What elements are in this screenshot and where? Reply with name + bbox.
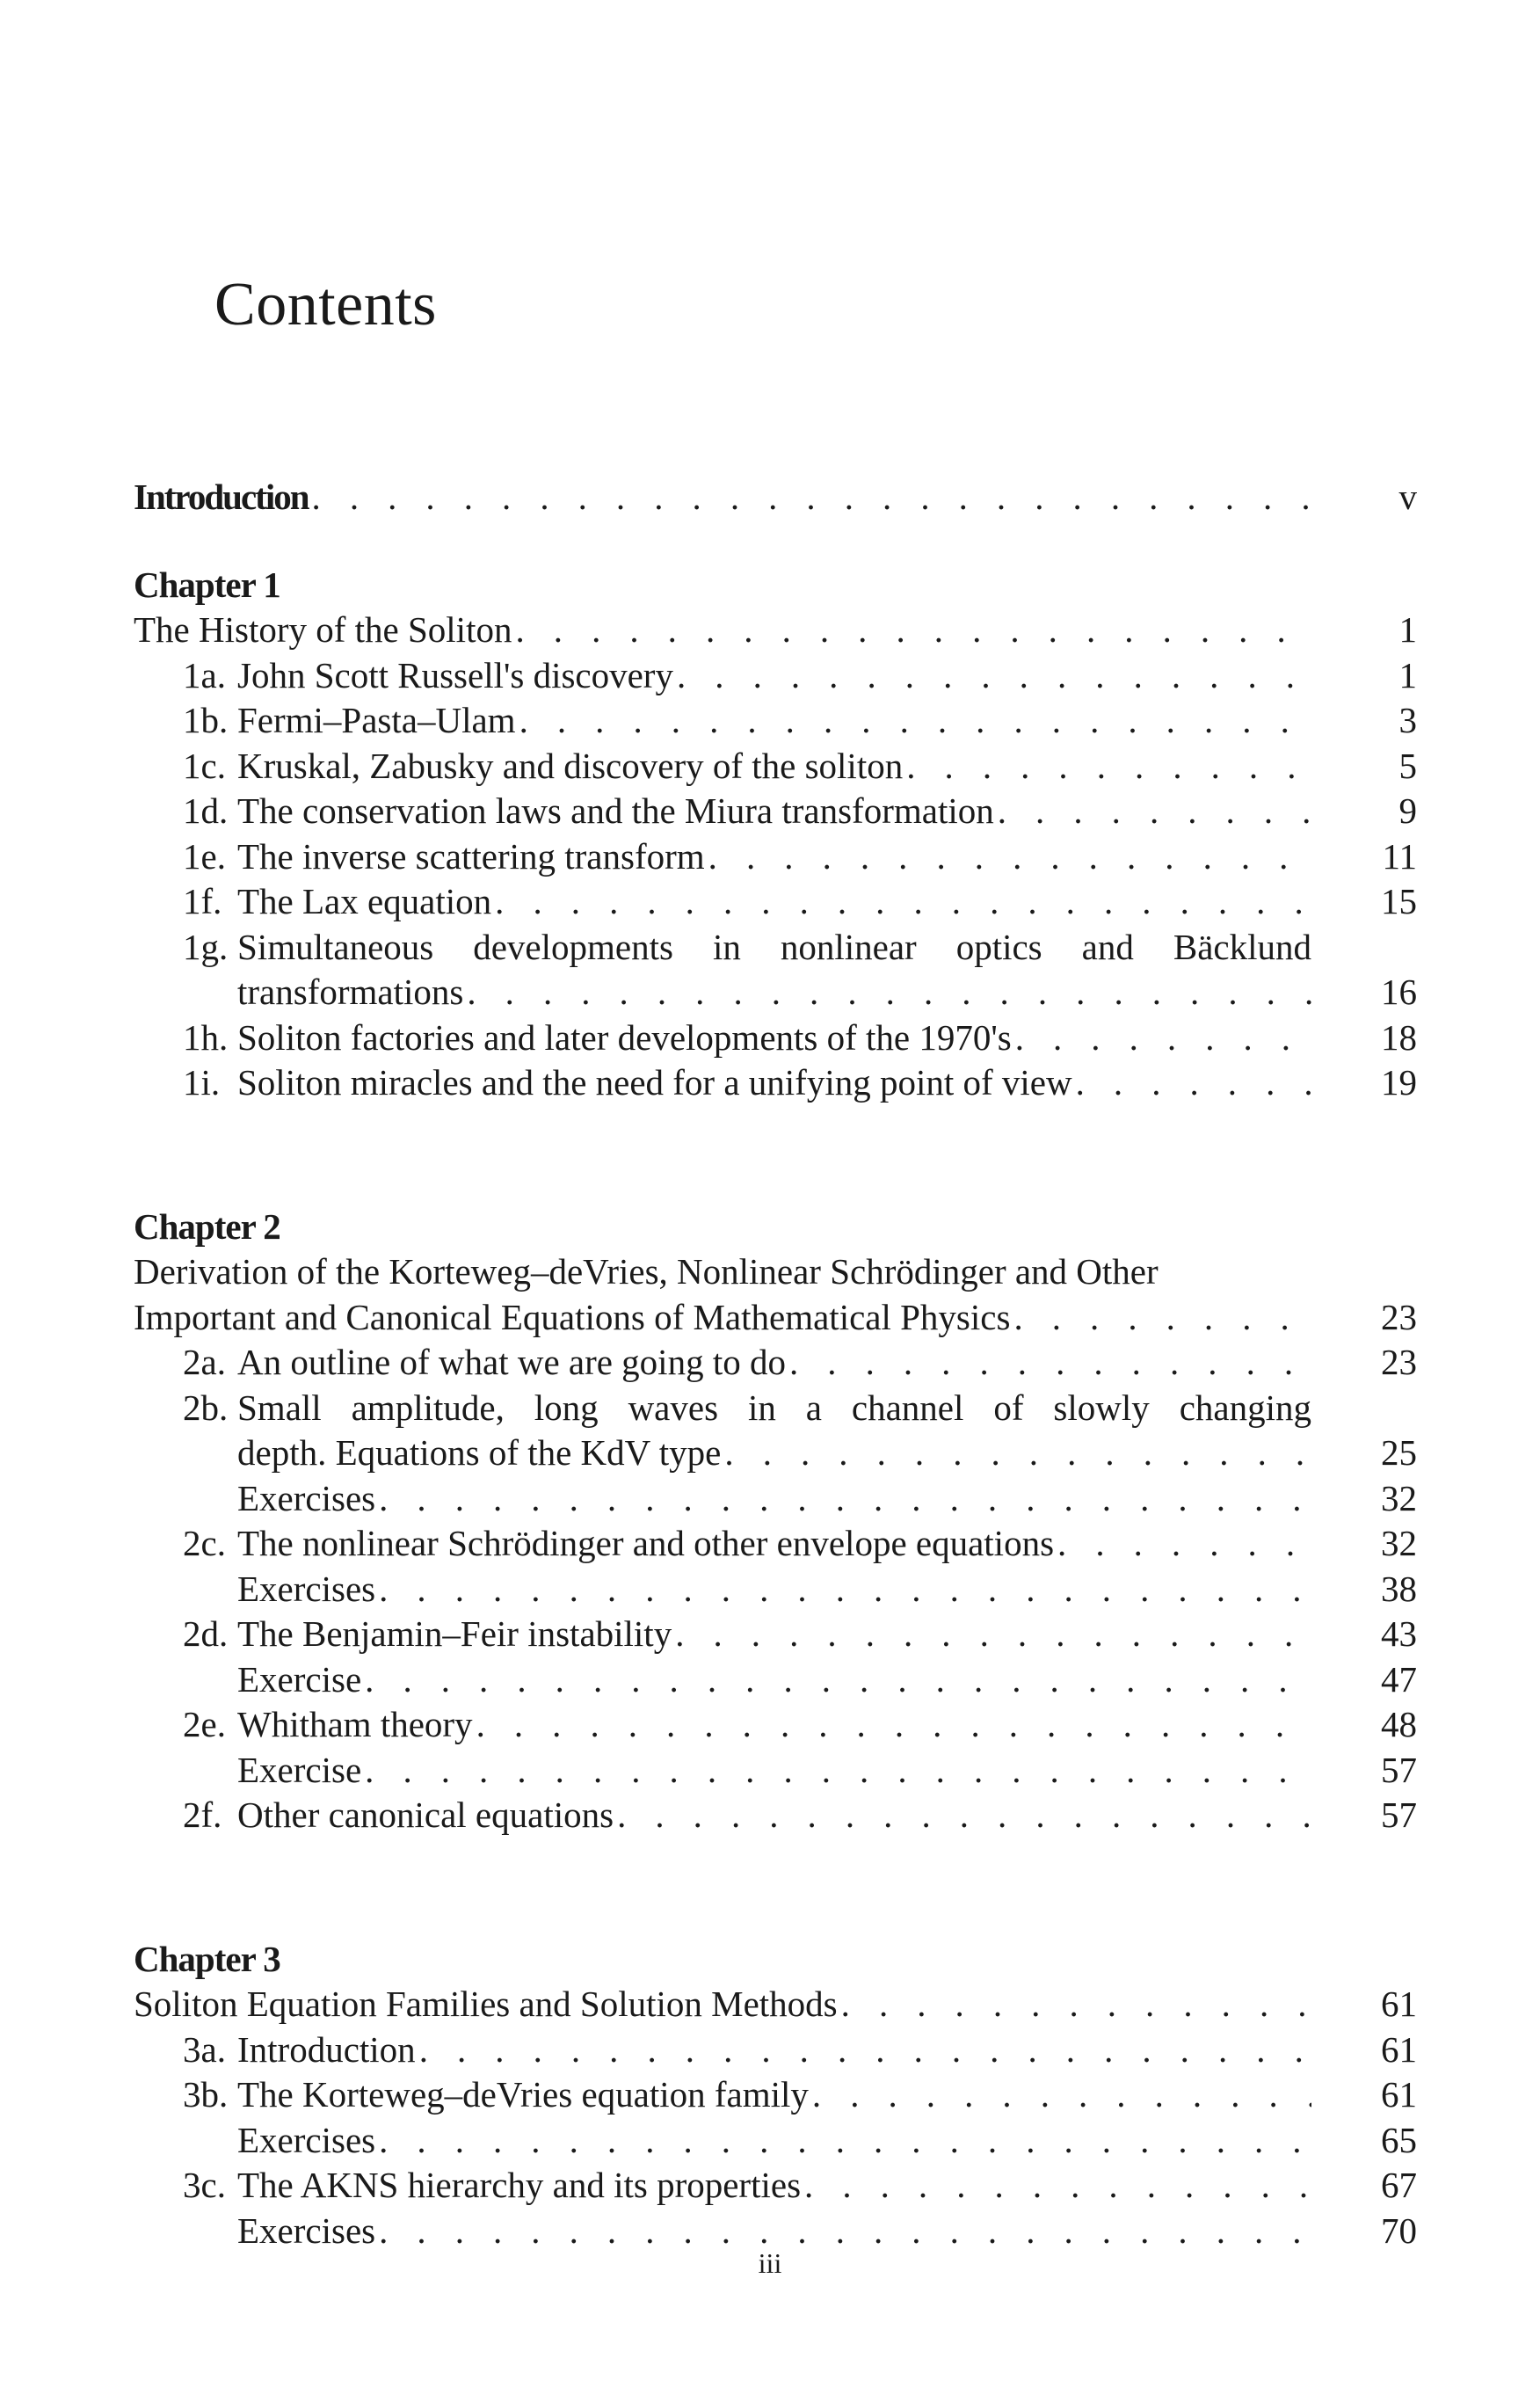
toc-entry-number: 3b. [183, 2074, 229, 2115]
toc-entry-number: 2f. [183, 1794, 222, 1835]
toc-page-number: 23 [1381, 1296, 1417, 1337]
toc-entry-number: 1a. [183, 654, 226, 695]
toc-entry-number: 3c. [183, 2165, 226, 2205]
toc-entry[interactable]: 2d. The Benjamin–Feir instability . . . 43 [134, 1612, 1417, 1657]
toc-entry-number: 2a. [183, 1342, 226, 1382]
toc-entry-number: 2d. [183, 1613, 229, 1654]
toc-chapter-title[interactable]: Soliton Equation Families and Solution Methods . . . 61 [134, 1982, 1417, 2027]
toc-page-number: 57 [1381, 1749, 1417, 1790]
toc-entry-number: 2e. [183, 1704, 226, 1744]
toc-entry-number: 1e. [183, 835, 226, 877]
toc-page-number: 38 [1381, 1568, 1417, 1609]
toc-chapter-title-continuation[interactable]: Important and Canonical Equations of Mathematical Physics . . . 23 [134, 1295, 1417, 1341]
toc-page-number: 70 [1381, 2209, 1417, 2251]
toc-entry[interactable]: 1e. The inverse scattering transform . . . 11 [134, 834, 1417, 880]
toc-entry-number: 3a. [183, 2028, 226, 2070]
toc-page-number: 1 [1398, 654, 1417, 695]
chapter-label: Chapter 2 [134, 1205, 280, 1247]
toc-entry[interactable]: 3b. The Korteweg–deVries equation family . . . 61 [134, 2072, 1417, 2118]
toc-entry-introduction[interactable] [134, 475, 1417, 520]
toc-page-number: 47 [1381, 1658, 1417, 1700]
toc-entry-number: 1b. [183, 700, 229, 740]
chapter-label: Chapter 3 [134, 1938, 280, 1979]
toc-page-number: 5 [1398, 745, 1417, 786]
toc-page-number: v [1398, 477, 1417, 517]
toc-entry[interactable]: 1h. Soliton factories and later developments of the 1970's . . . 18 [134, 1016, 1417, 1061]
page-title: Contents [214, 271, 437, 339]
toc-entry[interactable]: 3a. Introduction . . . 61 [134, 2027, 1417, 2073]
toc-entry-number: 1f. [183, 881, 222, 921]
toc-page-number: 25 [1381, 1432, 1417, 1473]
toc-entry-continuation[interactable]: transformations . . . 16 [134, 970, 1417, 1016]
toc-exercises[interactable]: Exercises . . . 32 [134, 1476, 1417, 1522]
toc-page-number: 61 [1381, 2074, 1417, 2115]
toc-entry[interactable]: 2b. Small amplitude, long waves in a channel of slowly changing [134, 1386, 1417, 1431]
toc-entry-label: Introduction [134, 477, 312, 517]
toc-page-number: 15 [1381, 881, 1417, 921]
toc-entry-number: 2b. [183, 1387, 229, 1428]
toc-entry[interactable]: 2c. The nonlinear Schrödinger and other envelope equations . . . 32 [134, 1521, 1417, 1567]
toc-entry[interactable]: 3c. The AKNS hierarchy and its properties . . . 67 [134, 2163, 1417, 2209]
toc-entry-number: 1h. [183, 1016, 229, 1058]
toc-entry[interactable]: 1c. Kruskal, Zabusky and discovery of the soliton . . . 5 [134, 744, 1417, 790]
toc-page-number: 43 [1381, 1613, 1417, 1654]
toc-page-number: 67 [1381, 2165, 1417, 2205]
toc-entry[interactable]: 2f. Other canonical equations . . . 57 [134, 1793, 1417, 1838]
toc-entry[interactable]: 2a. An outline of what we are going to do . . . 23 [134, 1340, 1417, 1386]
toc-entry[interactable]: 1d. The conservation laws and the Miura transformation . . . 9 [134, 789, 1417, 834]
toc-entry[interactable]: 1i. Soliton miracles and the need for a unifying point of view . . . 19 [134, 1060, 1417, 1106]
toc-page-number: 32 [1381, 1477, 1417, 1518]
toc-page-number: 61 [1381, 1984, 1417, 2024]
toc-page-number: 3 [1398, 700, 1417, 740]
toc-exercises[interactable]: Exercises . . . 65 [134, 2118, 1417, 2164]
page-folio: iii [758, 2247, 782, 2279]
toc-entry-number: 1g. [183, 926, 229, 967]
toc-entry[interactable]: 2e. Whitham theory . . . 48 [134, 1702, 1417, 1748]
toc-page-number: 48 [1381, 1704, 1417, 1744]
toc-page-number: 18 [1381, 1016, 1417, 1058]
toc-exercises[interactable]: Exercises . . . 70 [134, 2209, 1417, 2254]
toc-entry[interactable]: 1a. John Scott Russell's discovery . . . 1 [134, 653, 1417, 699]
toc-entry-number: 2c. [183, 1523, 226, 1563]
toc-entry[interactable]: 1b. Fermi–Pasta–Ulam . . . 3 [134, 698, 1417, 744]
toc-page-number: 16 [1381, 972, 1417, 1012]
table-of-contents [134, 475, 1417, 2253]
toc-exercises[interactable]: Exercise . . . 47 [134, 1657, 1417, 1703]
toc-page-number: 19 [1381, 1062, 1417, 1103]
toc-page-number: 9 [1398, 790, 1417, 831]
toc-entry[interactable]: 1f. The Lax equation . . . 15 [134, 879, 1417, 925]
toc-entry[interactable]: 1g. Simultaneous developments in nonlinear optics and Bäcklund [134, 925, 1417, 971]
toc-entry-number: 1c. [183, 745, 226, 786]
toc-entry-number: 1d. [183, 790, 229, 831]
toc-page-number: 32 [1381, 1523, 1417, 1563]
toc-exercises[interactable]: Exercise . . . 57 [134, 1748, 1417, 1794]
toc-page-number: 65 [1381, 2119, 1417, 2160]
chapter-label: Chapter 1 [134, 564, 280, 605]
toc-chapter-title[interactable]: The History of the Soliton . . . 1 [134, 608, 1417, 653]
toc-page-number: 11 [1382, 835, 1417, 877]
toc-page-number: 1 [1398, 609, 1417, 650]
toc-chapter-title[interactable]: Derivation of the Korteweg–deVries, Nonlinear Schrödinger and Other [134, 1251, 1159, 1292]
toc-page-number: 61 [1381, 2028, 1417, 2070]
toc-entry-continuation[interactable]: depth. Equations of the KdV type . . . 25 [134, 1430, 1417, 1476]
toc-entry-number: 1i. [183, 1062, 221, 1103]
toc-page-number: 57 [1381, 1794, 1417, 1835]
toc-exercises[interactable]: Exercises . . . 38 [134, 1567, 1417, 1612]
toc-page-number: 23 [1381, 1342, 1417, 1382]
